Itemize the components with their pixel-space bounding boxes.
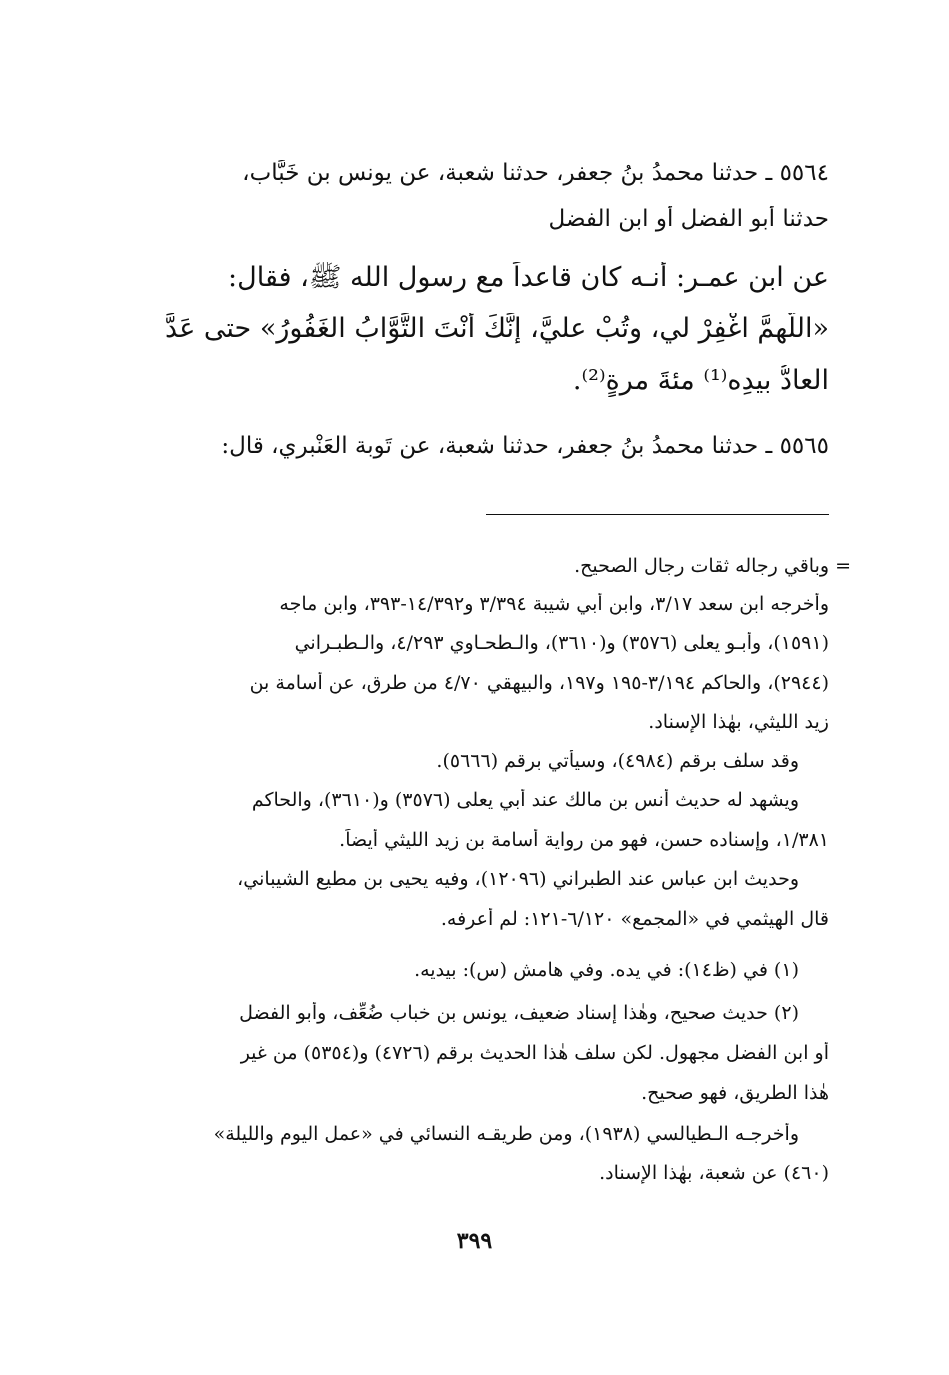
hadith-5564-line-2: حدثنا أبو الفضل أو ابن الفضل (548, 206, 829, 232)
footnote-line: وحديث ابن عباس عند الطبراني (١٢٠٩٦)، وفيه يحيى بن مطيع الشيباني، (237, 868, 799, 890)
footnote-separator (486, 514, 829, 515)
footnote-line: وأخرجـه الـطيالسي (١٩٣٨)، ومن طريقـه النسائي في «عمل اليوم والليلة» (213, 1123, 799, 1145)
hadith-5565-line-1: ٥٥٦٥ ـ حدثنا محمدُ بنُ جعفر، حدثنا شعبة، عن تَوبة العَنْبري، قال: (221, 433, 829, 459)
footnote-1: (١) في (ظ١٤): في يده. وفي هامش (س): بيديه. (414, 959, 799, 981)
footnote-line: (٢٩٤٤)، والحاكم ٣/١٩٤-١٩٥ و١٩٧، والبيهقي ٤/٧٠ من طرق، عن أسامة بن (249, 672, 829, 694)
footnote-line: (٤٦٠) عن شعبة، بهٰذا الإسناد. (599, 1162, 829, 1184)
footnote-line: (١٥٩١)، وأبـو يعلى (٣٥٧٦) و(٣٦١٠)، والـطحـاوي ٤/٢٩٣، والـطبـراني (294, 632, 829, 654)
footnote-line: = وباقي رجاله ثقات رجال الصحيح. (574, 555, 851, 577)
footnote-line: وأخرجه ابن سعد ٣/١٧، وابن أبي شيبة ٣/٣٩٤ و١٤/٣٩٢-٣٩٣، وابن ماجه (279, 593, 829, 615)
page-number: ٣٩٩ (456, 1228, 493, 1254)
footnote-line: قال الهيثمي في «المجمع» ٦/١٢٠-١٢١: لم أعرفه. (440, 908, 829, 930)
footnote-2: (٢) حديث صحيح، وهٰذا إسناد ضعيف، يونس بن خباب ضُعِّف، وأبو الفضل (239, 1002, 799, 1024)
footnote-line: هٰذا الطريق، فهو صحيح. (641, 1082, 829, 1104)
matn-line-3: العادُّ بيدِه⁽¹⁾ مئةَ مرةٍ⁽²⁾. (572, 365, 829, 396)
matn-line-1: عن ابن عمـر: أنـه كان قاعداً مع رسول الله ﷺ، فقال: (228, 262, 829, 293)
footnote-line: وقد سلف برقم (٤٩٨٤)، وسيأتي برقم (٥٦٦٦). (436, 750, 799, 772)
matn-line-2: «اللَّهمَّ اغْفِرْ لي، وتُبْ عليَّ، إنَّكَ أنْتَ التَّوَّابُ الغَفُورُ» حتى عَدَّ (165, 313, 829, 344)
footnote-line: أو ابن الفضل مجهول. لكن سلف هٰذا الحديث برقم (٤٧٢٦) و(٥٣٥٤) من غير (240, 1042, 829, 1064)
hadith-5564-line-1: ٥٥٦٤ ـ حدثنا محمدُ بنُ جعفر، حدثنا شعبة، عن يونس بن خَبَّاب، (242, 160, 829, 186)
footnote-line: ويشهد له حديث أنس بن مالك عند أبي يعلى (٣٥٧٦) و(٣٦١٠)، والحاكم (251, 789, 799, 811)
footnote-line: زيد الليثي، بهٰذا الإسناد. (648, 711, 829, 733)
footnote-line: ١/٣٨١، وإسناده حسن، فهو من رواية أسامة بن زيد الليثي أيضاً. (339, 829, 829, 851)
